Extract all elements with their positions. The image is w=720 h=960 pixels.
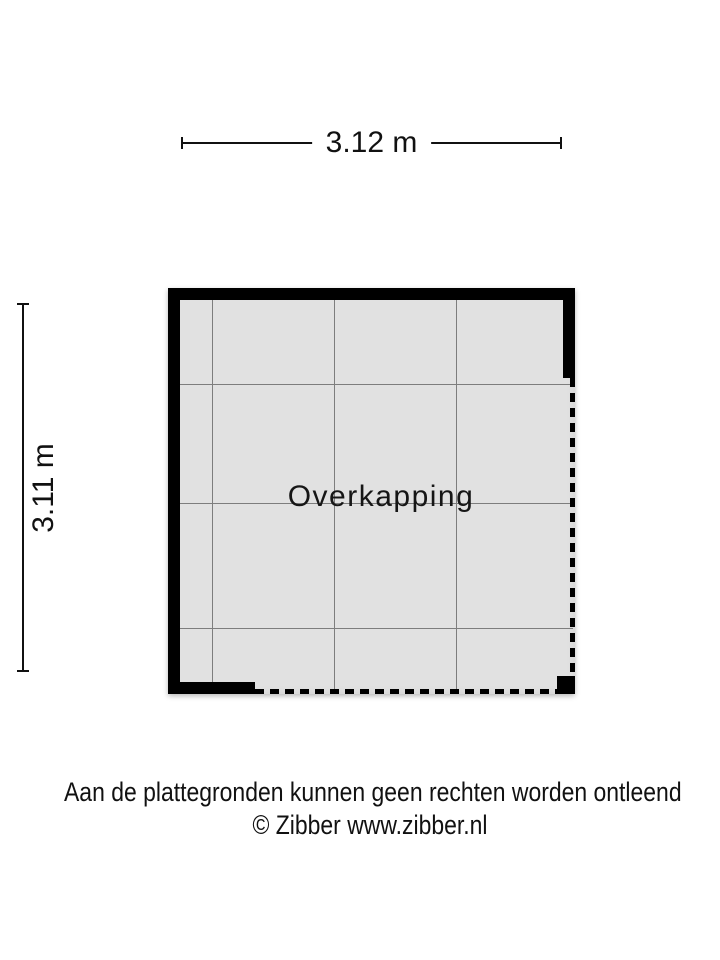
floorplan-canvas [168,288,575,694]
wall-right-stub [563,288,575,378]
width-dimension-tick-left [181,137,183,149]
width-dimension-tick-right [560,137,562,149]
height-dimension-label: 3.11 m [27,429,61,547]
open-edge-right-dashed-line [570,378,575,694]
height-dimension-line [22,303,24,672]
height-dimension-tick-bottom [17,670,29,672]
floor-grid-line-horizontal [180,628,573,629]
floor-grid-line-horizontal [180,384,573,385]
open-edge-bottom-dashed-line [255,689,575,694]
width-dimension [181,126,562,159]
copyright-text: © Zibber www.zibber.nl [252,810,488,840]
wall-bottom-stub [168,682,255,694]
height-dimension-tick-top [17,303,29,305]
wall-left [168,288,180,694]
width-dimension-label: 3.12 m [312,126,432,160]
wall-top [168,288,575,300]
room-label: Overkapping [287,480,475,513]
height-dimension [17,303,60,672]
floor-grid-line-vertical [212,300,213,691]
disclaimer-text: Aan de plattegronden kunnen geen rechten worden ontleend [64,777,682,807]
footer [64,776,682,842]
